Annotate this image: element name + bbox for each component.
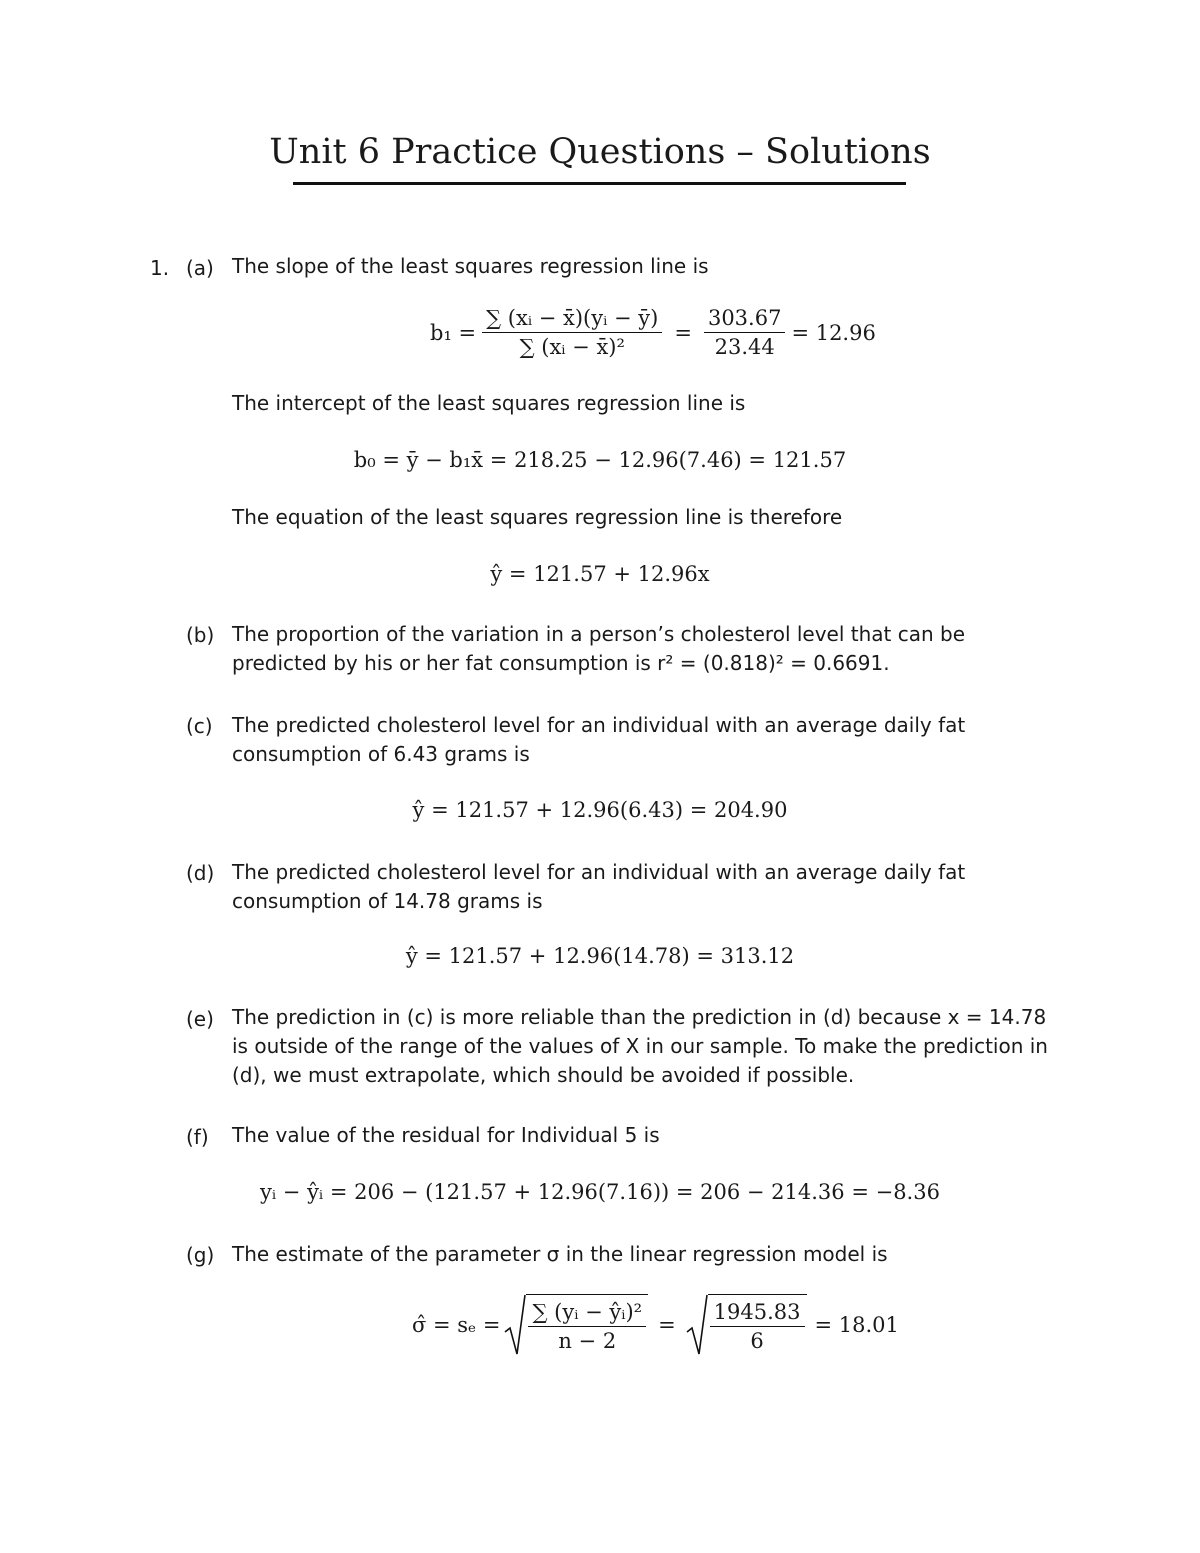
part-d-equation: ŷ = 121.57 + 12.96(14.78) = 313.12 bbox=[405, 944, 795, 968]
intercept-equation: b₀ = ȳ − b₁x̄ = 218.25 − 12.96(7.46) = 121.57 bbox=[353, 448, 847, 472]
part-f-label: (f) bbox=[186, 1125, 209, 1149]
radical-sign-icon bbox=[686, 1294, 708, 1356]
part-c-label: (c) bbox=[186, 714, 213, 738]
sqrt-residual-fraction bbox=[504, 1294, 648, 1356]
slope-fraction bbox=[482, 306, 662, 359]
sigma-lhs: σ̂ = sₑ = bbox=[412, 1313, 501, 1337]
slope-fraction-values bbox=[704, 306, 785, 359]
sigma-equation: σ̂ = sₑ = $\frac{\text{∑ (yᵢ − ŷᵢ)²}}{n - 2}$ = $\frac{1945.83}{6}$ = 18.01 bbox=[412, 1294, 899, 1356]
part-c-equation: ŷ = 121.57 + 12.96(6.43) = 204.90 bbox=[412, 798, 788, 822]
part-g-text: The estimate of the parameter σ in the linear regression model is bbox=[232, 1242, 888, 1266]
part-d-text: The predicted cholesterol level for an individual with an average daily fat consumption of 14.78 grams is bbox=[232, 860, 966, 913]
regression-line-equation: ŷ = 121.57 + 12.96x bbox=[490, 562, 710, 586]
question-number: 1. bbox=[150, 256, 170, 280]
residual-sum-denominator: n − 2 bbox=[558, 1329, 617, 1353]
residual-fraction bbox=[528, 1300, 646, 1353]
part-g-label: (g) bbox=[186, 1243, 215, 1267]
residual-equation: yᵢ − ŷᵢ = 206 − (121.57 + 12.96(7.16)) = 206 − 214.36 = −8.36 bbox=[260, 1180, 940, 1204]
part-d-label: (d) bbox=[186, 861, 215, 885]
part-a-intercept-text: The intercept of the least squares regression line is bbox=[232, 391, 746, 415]
part-a-label: (a) bbox=[186, 256, 214, 280]
slope-numerator-value: 303.67 bbox=[704, 306, 785, 333]
part-b-label: (b) bbox=[186, 623, 215, 647]
page-title: Unit 6 Practice Questions – Solutions bbox=[269, 132, 931, 172]
slope-numerator: ∑ (xᵢ − x̄)(yᵢ − ȳ) bbox=[482, 306, 662, 333]
slope-denominator: ∑ (xᵢ − x̄)² bbox=[519, 335, 625, 359]
sigma-result: = 18.01 bbox=[814, 1313, 899, 1337]
title-underline bbox=[293, 182, 906, 185]
slope-result: = 12.96 bbox=[791, 320, 876, 345]
part-a-slope-text: The slope of the least squares regression line is bbox=[232, 254, 709, 278]
part-e-label: (e) bbox=[186, 1007, 214, 1031]
radical-sign-icon bbox=[504, 1294, 526, 1356]
part-a-equation-text: The equation of the least squares regression line is therefore bbox=[232, 505, 843, 529]
sqrt-value-fraction bbox=[686, 1294, 807, 1356]
part-e-text: The prediction in (c) is more reliable than the prediction in (d) because x = 14.78 is outside of the range of the values of X in our sample. To make the prediction in (d), we must extrapolate, which should be avoided if possible. bbox=[232, 1005, 1048, 1087]
sse-value: 1945.83 bbox=[710, 1300, 805, 1327]
slope-denominator-value: 23.44 bbox=[714, 335, 775, 359]
part-f-text: The value of the residual for Individual 5 is bbox=[232, 1123, 660, 1147]
slope-lhs: b₁ = bbox=[430, 320, 477, 345]
part-c-text: The predicted cholesterol level for an individual with an average daily fat consumption of 6.43 grams is bbox=[232, 713, 966, 766]
residual-sum-numerator: ∑ (yᵢ − ŷᵢ)² bbox=[528, 1300, 646, 1327]
part-b-text: The proportion of the variation in a person’s cholesterol level that can be predicted by his or her fat consumption is r² = (0.818)² = 0.6691. bbox=[232, 622, 966, 675]
df-value: 6 bbox=[750, 1329, 764, 1353]
slope-equation: b₁ = $\frac{\text{∑ (xᵢ − x̄)(yᵢ − ȳ)}}{\text{∑ (xᵢ − x̄)²}}$ = $\frac{303.67}{23.44}$ = 12.96 bbox=[430, 306, 876, 359]
value-fraction bbox=[710, 1300, 805, 1353]
